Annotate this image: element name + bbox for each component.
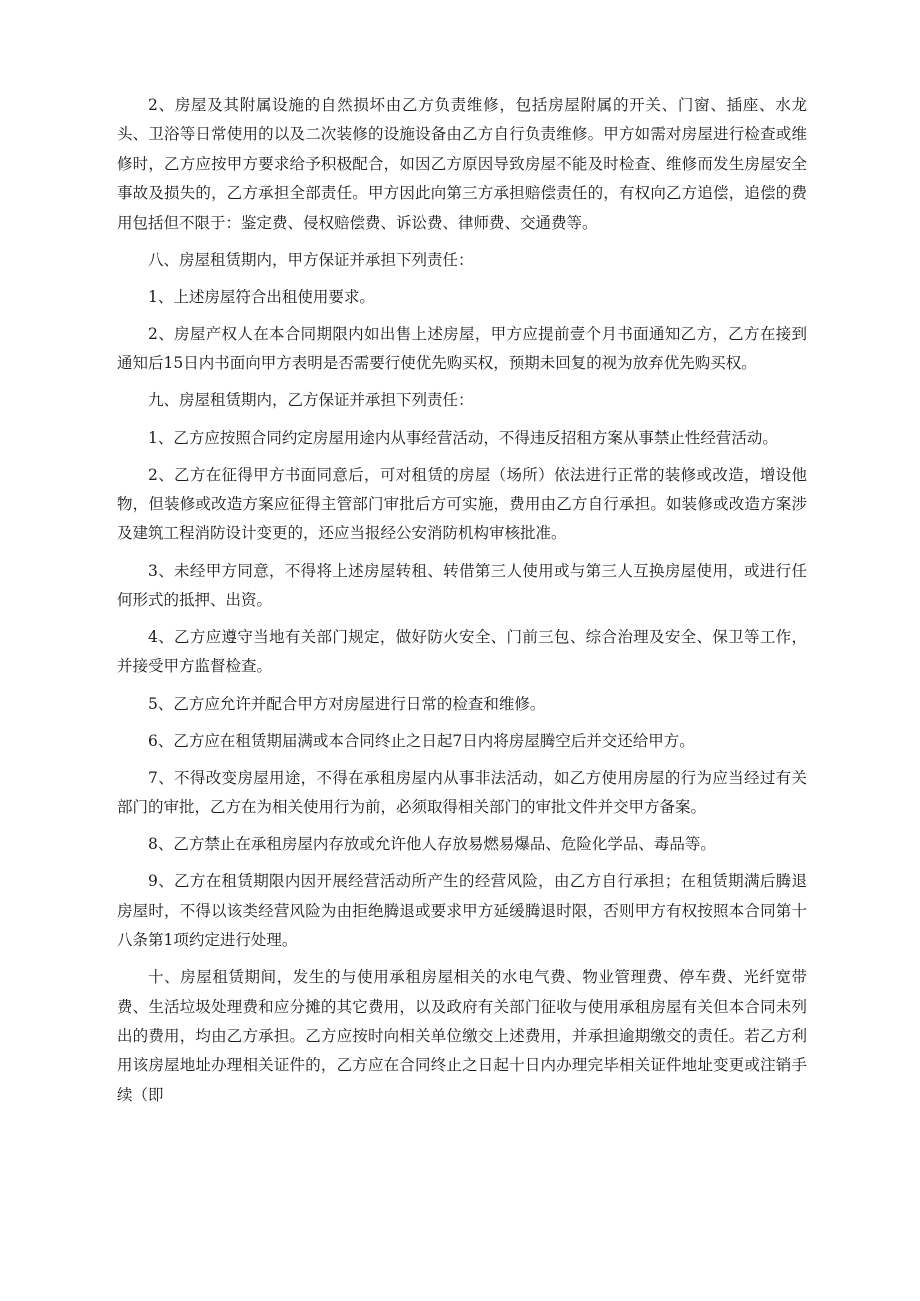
clause-9-item-1: 1、乙方应按照合同约定房屋用途内从事经营活动，不得违反招租方案从事禁止性经营活动。 xyxy=(148,428,778,447)
section-8-heading: 八、房屋租赁期内，甲方保证并承担下列责任： xyxy=(148,250,474,269)
clause-9-item-9: 9、乙方在租赁期限内因开展经营活动所产生的经营风险，由乙方自行承担；在租赁期满后腾退房屋时，不得以该类经营风险为由拒绝腾退或要求甲方延缓腾退时限，否则甲方有权按照本合同第十八条第1项约定进行处理。 xyxy=(117,872,807,950)
section-10-paragraph: 十、房屋租赁期间，发生的与使用承租房屋相关的水电气费、物业管理费、停车费、光纤宽带费、生活垃圾处理费和应分摊的其它费用，以及政府有关部门征收与使用承租房屋有关但本合同未列出的费用，均由乙方承担。乙方应按时向相关单位缴交上述费用，并承担逾期缴交的责任。若乙方利用该房屋地址办理相关证件的，乙方应在合同终止之日起十日内办理完毕相关证件地址变更或注销手续（即 xyxy=(117,968,807,1104)
clause-9-item-8: 8、乙方禁止在承租房屋内存放或允许他人存放易燃易爆品、危险化学品、毒品等。 xyxy=(148,835,716,854)
clause-7-item-2: 2、房屋及其附属设施的自然损坏由乙方负责维修，包括房屋附属的开关、门窗、插座、水龙头、卫浴等日常使用的以及二次装修的设施设备由乙方自行负责维修。甲方如需对房屋进行检查或维修时，乙方应按甲方要求给予积极配合，如因乙方原因导致房屋不能及时检查、维修而发生房屋安全事故及损失的，乙方承担全部责任。甲方因此向第三方承担赔偿责任的，有权向乙方追偿，追偿的费用包括但不限于：鉴定费、侵权赔偿费、诉讼费、律师费、交通费等。 xyxy=(117,96,807,232)
clause-8-item-1: 1、上述房屋符合出租使用要求。 xyxy=(148,287,375,306)
clause-9-item-2: 2、乙方在征得甲方书面同意后，可对租赁的房屋（场所）依法进行正常的装修或改造，增设他物，但装修或改造方案应征得主管部门审批后方可实施，费用由乙方自行承担。如装修或改造方案涉及建筑工程消防设计变更的，还应当报经公安消防机构审核批准。 xyxy=(117,465,807,543)
clause-8-item-2: 2、房屋产权人在本合同期限内如出售上述房屋，甲方应提前壹个月书面通知乙方，乙方在接到通知后15日内书面向甲方表明是否需要行使优先购买权，预期未回复的视为放弃优先购买权。 xyxy=(117,324,807,373)
clause-9-item-6: 6、乙方应在租赁期届满或本合同终止之日起7日内将房屋腾空后并交还给甲方。 xyxy=(148,731,695,750)
clause-9-item-3: 3、未经甲方同意，不得将上述房屋转租、转借第三人使用或与第三人互换房屋使用，或进行任何形式的抵押、出资。 xyxy=(117,561,807,609)
document-body xyxy=(117,91,807,1110)
clause-9-item-4: 4、乙方应遵守当地有关部门规定，做好防火安全、门前三包、综合治理及安全、保卫等工作，并接受甲方监督检查。 xyxy=(117,628,807,676)
clause-9-item-5: 5、乙方应允许并配合甲方对房屋进行日常的检查和维修。 xyxy=(148,694,546,713)
section-9-heading: 九、房屋租赁期内，乙方保证并承担下列责任： xyxy=(148,391,474,410)
clause-9-item-7: 7、不得改变房屋用途，不得在承租房屋内从事非法活动，如乙方使用房屋的行为应当经过有关部门的审批，乙方在为相关使用行为前，必须取得相关部门的审批文件并交甲方备案。 xyxy=(117,768,807,817)
